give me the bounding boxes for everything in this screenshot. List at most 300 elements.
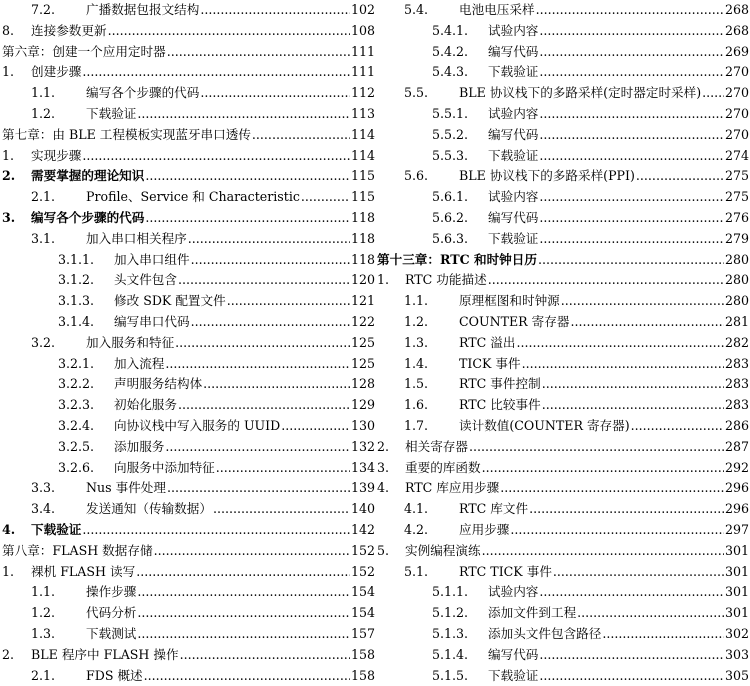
toc-entry-title: RTC 库文件 <box>459 501 529 517</box>
dot-leader <box>281 416 350 437</box>
toc-entry-line <box>459 333 749 354</box>
toc-entry[interactable] <box>0 478 375 499</box>
dot-leader <box>538 250 724 271</box>
toc-entry-page: 134 <box>350 459 375 475</box>
toc-entry[interactable] <box>377 562 749 583</box>
toc-entry[interactable] <box>0 437 375 458</box>
toc-entry[interactable] <box>377 187 749 208</box>
toc-entry-line <box>114 250 375 271</box>
toc-entry-page: 274 <box>724 147 749 163</box>
toc-entry-page: 114 <box>350 126 375 142</box>
toc-entry[interactable] <box>0 291 375 312</box>
toc-entry-title: 广播数据包报文结构 <box>86 2 200 17</box>
toc-entry-line <box>86 83 375 104</box>
toc-entry-page: 303 <box>724 646 749 662</box>
dot-leader <box>482 541 724 562</box>
toc-entry-number: 2. <box>2 168 16 184</box>
toc-entry-page: 125 <box>350 355 375 371</box>
toc-entry-line <box>86 624 375 645</box>
toc-entry-line <box>459 520 749 541</box>
dot-leader <box>145 208 350 229</box>
dot-leader <box>82 62 350 83</box>
toc-entry-title: 第八章：FLASH 数据存储 <box>2 542 153 558</box>
toc-entry[interactable] <box>377 624 749 645</box>
dot-leader <box>191 312 350 333</box>
toc-entry-line <box>86 499 375 520</box>
toc-entry-page: 268 <box>724 22 749 38</box>
toc-entry-line <box>114 270 375 291</box>
toc-entry-title: 下载验证 <box>488 64 539 80</box>
toc-entry-number: 1.1. <box>31 584 56 600</box>
dot-leader <box>145 166 350 187</box>
toc-entry-page: 282 <box>724 334 749 350</box>
toc-entry[interactable] <box>377 104 749 125</box>
toc-entry[interactable] <box>377 208 749 229</box>
toc-entry[interactable] <box>377 499 749 520</box>
toc-entry-number: 5.1.2. <box>432 605 469 621</box>
toc-entry-number: 1.2. <box>404 313 429 329</box>
toc-entry[interactable] <box>0 166 375 187</box>
toc-entry-number: 1. <box>377 272 390 288</box>
toc-entry-title: RTC 溢出 <box>459 334 516 350</box>
toc-entry-page: 275 <box>724 189 749 205</box>
toc-entry-title: 操作步骤 <box>86 584 137 600</box>
toc-entry-number: 5.4.1. <box>432 22 469 38</box>
toc-entry-title: 应用步骤 <box>459 521 510 537</box>
toc-entry-number: 3.3. <box>31 480 56 496</box>
toc-entry-title: 连接参数更新 <box>31 22 107 38</box>
toc-entry[interactable] <box>377 520 749 541</box>
dot-leader <box>227 291 350 312</box>
toc-entry-page: 152 <box>350 563 375 579</box>
toc-entry-page: 130 <box>350 417 375 433</box>
toc-entry-number: 5.1.3. <box>432 625 469 641</box>
toc-entry[interactable] <box>377 333 749 354</box>
toc-entry-number: 5.6.1. <box>432 189 469 205</box>
toc-entry-number: 5.6.2. <box>432 209 469 225</box>
toc-entry-title: 向服务中添加特征 <box>114 459 215 475</box>
toc-entry-number: 2. <box>377 438 390 454</box>
toc-entry-page: 108 <box>350 22 375 38</box>
dot-leader <box>165 437 350 458</box>
toc-entry-page: 292 <box>724 459 749 475</box>
toc-entry-page: 140 <box>350 501 375 517</box>
toc-entry-number: 5.4. <box>404 2 429 17</box>
toc-entry[interactable] <box>0 374 375 395</box>
toc-entry[interactable] <box>0 562 375 583</box>
dot-leader <box>82 146 350 167</box>
toc-entry-page: 287 <box>724 438 749 454</box>
toc-entry[interactable] <box>0 666 375 686</box>
dot-leader <box>539 645 724 666</box>
toc-entry[interactable] <box>0 354 375 375</box>
toc-entry-page: 118 <box>350 230 375 246</box>
toc-entry[interactable] <box>0 395 375 416</box>
toc-entry-line <box>31 520 375 541</box>
toc-entry-line <box>31 562 375 583</box>
dot-leader <box>539 62 724 83</box>
toc-entry-title: Nus 事件处理 <box>86 480 166 496</box>
toc-entry[interactable] <box>0 229 375 250</box>
toc-entry-page: 286 <box>724 417 749 433</box>
toc-entry-title: 试验内容 <box>488 105 539 121</box>
dot-leader <box>108 21 350 42</box>
toc-entry-line <box>86 603 375 624</box>
dot-leader <box>539 208 724 229</box>
toc-entry-line <box>488 104 749 125</box>
toc-entry-title: 下载验证 <box>488 667 539 683</box>
toc-entry-number: 2. <box>2 646 15 662</box>
toc-entry-page: 102 <box>350 2 375 17</box>
toc-chapter-entry[interactable] <box>377 250 749 271</box>
dot-leader <box>539 42 724 63</box>
toc-entry-number: 5.4.2. <box>432 43 469 59</box>
toc-entry-page: 270 <box>724 64 749 80</box>
toc-entry-line <box>488 42 749 63</box>
toc-entry-title: 需要掌握的理论知识 <box>31 168 145 184</box>
toc-entry-title: 加入串口组件 <box>114 251 190 267</box>
toc-entry-title: 原理框图和时钟源 <box>459 293 560 309</box>
dot-leader <box>469 437 724 458</box>
toc-entry-page: 283 <box>724 376 749 392</box>
toc-entry-line <box>86 582 375 603</box>
toc-entry[interactable] <box>377 645 749 666</box>
toc-entry-title: RTC 事件控制 <box>459 376 541 392</box>
toc-entry-page: 154 <box>350 584 375 600</box>
toc-entry-line <box>488 146 749 167</box>
toc-entry-line <box>2 541 375 562</box>
toc-entry-number: 1.2. <box>31 605 56 621</box>
toc-entry-title: 加入串口相关程序 <box>86 230 187 246</box>
toc-entry-number: 5.1.4. <box>432 646 469 662</box>
dot-leader <box>200 0 350 21</box>
toc-entry[interactable] <box>377 229 749 250</box>
toc-entry-number: 5.5. <box>404 85 429 101</box>
toc-chapter-entry[interactable] <box>0 541 375 562</box>
dot-leader <box>522 354 724 375</box>
toc-entry-line <box>114 312 375 333</box>
toc-entry-line <box>86 104 375 125</box>
toc-entry-line <box>31 146 375 167</box>
toc-entry-number: 3.1.4. <box>58 313 95 329</box>
toc-entry-number: 3.1.3. <box>58 293 95 309</box>
toc-entry-page: 128 <box>350 376 375 392</box>
dot-leader <box>144 666 350 686</box>
toc-entry-page: 280 <box>724 251 749 267</box>
dot-leader <box>180 645 350 666</box>
toc-entry-line <box>488 582 749 603</box>
toc-entry-title: 试验内容 <box>488 22 539 38</box>
toc-entry[interactable] <box>0 645 375 666</box>
toc-entry[interactable] <box>377 146 749 167</box>
toc-entry[interactable] <box>0 270 375 291</box>
toc-entry-title: TICK 事件 <box>459 355 521 371</box>
toc-entry-page: 302 <box>724 625 749 641</box>
dot-leader <box>216 458 350 479</box>
toc-entry-number: 3. <box>377 459 390 475</box>
toc-entry-page: 122 <box>350 313 375 329</box>
dot-leader <box>178 395 350 416</box>
toc-entry[interactable] <box>0 83 375 104</box>
toc-entry-page: 296 <box>724 480 749 496</box>
dot-leader <box>631 416 724 437</box>
toc-entry[interactable] <box>377 62 749 83</box>
toc-entry-page: 270 <box>724 126 749 142</box>
toc-entry-page: 154 <box>350 605 375 621</box>
toc-entry-page: 283 <box>724 355 749 371</box>
dot-leader <box>702 83 724 104</box>
toc-entry-number: 5.4.3. <box>432 64 469 80</box>
toc-entry-number: 3.2.5. <box>58 438 95 454</box>
dot-leader <box>539 125 724 146</box>
toc-entry-page: 121 <box>350 293 375 309</box>
toc-entry-page: 270 <box>724 105 749 121</box>
toc-entry-number: 3.2.1. <box>58 355 95 371</box>
toc-entry-title: 下载验证 <box>488 230 539 246</box>
toc-entry[interactable] <box>377 374 749 395</box>
toc-entry[interactable] <box>377 541 749 562</box>
toc-entry-number: 5.1.5. <box>432 667 469 683</box>
toc-entry-title: 初始化服务 <box>114 397 177 413</box>
toc-entry[interactable] <box>0 333 375 354</box>
toc-entry-line <box>114 437 375 458</box>
toc-entry-line <box>488 603 749 624</box>
toc-entry-line <box>86 666 375 686</box>
toc-entry[interactable] <box>0 104 375 125</box>
toc-entry-page: 280 <box>724 272 749 288</box>
toc-entry[interactable] <box>377 270 749 291</box>
toc-entry-page: 301 <box>724 563 749 579</box>
toc-entry[interactable] <box>377 83 749 104</box>
toc-entry-line <box>459 354 749 375</box>
toc-entry[interactable] <box>377 582 749 603</box>
toc-entry[interactable] <box>0 499 375 520</box>
dot-leader <box>167 478 350 499</box>
toc-entry-page: 158 <box>350 646 375 662</box>
toc-entry-page: 269 <box>724 43 749 59</box>
toc-entry-line <box>114 416 375 437</box>
toc-entry-page: 301 <box>724 542 749 558</box>
toc-entry-line <box>488 624 749 645</box>
toc-entry-page: 129 <box>350 397 375 413</box>
toc-entry[interactable] <box>377 416 749 437</box>
toc-entry-line <box>114 354 375 375</box>
toc-entry-line <box>459 83 749 104</box>
dot-leader <box>539 104 724 125</box>
toc-entry-page: 280 <box>724 293 749 309</box>
toc-entry-title: RTC 比较事件 <box>459 397 541 413</box>
dot-leader <box>529 499 724 520</box>
toc-entry-page: 275 <box>724 168 749 184</box>
toc-entry[interactable] <box>0 458 375 479</box>
toc-entry-number: 3. <box>2 209 16 225</box>
toc-entry[interactable] <box>0 0 375 21</box>
toc-entry-title: 编写代码 <box>488 43 539 59</box>
toc-entry[interactable] <box>377 21 749 42</box>
toc-entry-line <box>405 478 749 499</box>
toc-entry[interactable] <box>377 437 749 458</box>
toc-entry-title: 相关寄存器 <box>405 438 468 454</box>
toc-entry-line <box>459 312 749 333</box>
toc-entry-title: 第七章：由 BLE 工程模板实现蓝牙串口透传 <box>2 126 251 142</box>
toc-entry[interactable] <box>377 478 749 499</box>
dot-leader <box>539 187 724 208</box>
toc-entry-number: 1.3. <box>31 625 56 641</box>
toc-entry[interactable] <box>0 312 375 333</box>
toc-entry-page: 112 <box>350 85 375 101</box>
toc-entry[interactable] <box>0 582 375 603</box>
toc-entry-page: 132 <box>350 438 375 454</box>
toc-entry-number: 5.6. <box>404 168 429 184</box>
toc-entry-line <box>405 437 749 458</box>
toc-entry-title: 电池电压采样 <box>459 2 535 17</box>
toc-entry-title: 第十三章：RTC 和时钟日历 <box>377 251 537 267</box>
toc-entry-line <box>114 374 375 395</box>
toc-entry-page: 305 <box>724 667 749 683</box>
toc-entry-line <box>488 62 749 83</box>
toc-entry-number: 3.4. <box>31 501 56 517</box>
dot-leader <box>561 291 724 312</box>
dot-leader <box>482 458 724 479</box>
dot-leader <box>577 603 724 624</box>
toc-entry-title: 编写各个步骤的代码 <box>86 85 200 101</box>
dot-leader <box>536 0 724 21</box>
toc-entry[interactable] <box>0 146 375 167</box>
toc-entry-title: 向协议栈中写入服务的 UUID <box>114 417 281 433</box>
toc-entry-title: BLE 程序中 FLASH 操作 <box>31 646 179 662</box>
toc-entry[interactable] <box>377 125 749 146</box>
dot-leader <box>137 624 350 645</box>
toc-entry-line <box>488 21 749 42</box>
toc-entry-line <box>31 62 375 83</box>
toc-entry-line <box>488 187 749 208</box>
toc-entry[interactable] <box>377 166 749 187</box>
dot-leader <box>154 541 350 562</box>
dot-leader <box>539 666 724 686</box>
toc-entry-page: 118 <box>350 209 375 225</box>
dot-leader <box>570 312 723 333</box>
toc-entry-page: 157 <box>350 625 375 641</box>
toc-entry-line <box>86 229 375 250</box>
toc-entry-number: 1.3. <box>404 334 429 350</box>
toc-entry[interactable] <box>0 21 375 42</box>
toc-entry-title: 修改 SDK 配置文件 <box>114 293 226 309</box>
toc-entry[interactable] <box>0 624 375 645</box>
toc-entry[interactable] <box>377 395 749 416</box>
toc-entry[interactable] <box>0 416 375 437</box>
dot-leader <box>136 562 350 583</box>
toc-entry-title: 编写代码 <box>488 126 539 142</box>
toc-entry-line <box>488 229 749 250</box>
toc-entry-line <box>459 374 749 395</box>
toc-entry-page: 139 <box>350 480 375 496</box>
toc-entry[interactable] <box>377 42 749 63</box>
toc-entry-number: 1.6. <box>404 397 429 413</box>
toc-entry[interactable] <box>0 603 375 624</box>
toc-entry-number: 3.1. <box>31 230 56 246</box>
toc-entry-title: 下载验证 <box>488 147 539 163</box>
dot-leader <box>542 374 724 395</box>
dot-leader <box>213 499 350 520</box>
toc-entry[interactable] <box>0 187 375 208</box>
dot-leader <box>167 42 350 63</box>
dot-leader <box>539 229 724 250</box>
toc-entry[interactable] <box>377 0 749 21</box>
toc-entry-number: 3.1.1. <box>58 251 95 267</box>
toc-entry-page: 297 <box>724 521 749 537</box>
toc-entry-title: 添加头文件包含路径 <box>488 625 602 641</box>
toc-entry-number: 1.5. <box>404 376 429 392</box>
toc-entry-number: 5.6.3. <box>432 230 469 246</box>
toc-entry-line <box>2 125 375 146</box>
toc-entry-page: 279 <box>724 230 749 246</box>
toc-entry-line <box>459 291 749 312</box>
toc-entry[interactable] <box>0 520 375 541</box>
toc-entry-page: 113 <box>350 105 375 121</box>
toc-entry-page: 111 <box>350 64 375 80</box>
toc-entry[interactable] <box>0 62 375 83</box>
toc-chapter-entry[interactable] <box>0 125 375 146</box>
toc-entry[interactable] <box>377 458 749 479</box>
toc-entry-line <box>86 478 375 499</box>
toc-entry-line <box>459 562 749 583</box>
toc-entry-page: 152 <box>350 542 375 558</box>
toc-entry-line <box>488 125 749 146</box>
toc-entry-number: 1.7. <box>404 417 429 433</box>
toc-entry-title: 添加服务 <box>114 438 165 454</box>
toc-entry-number: 5.1.1. <box>432 584 469 600</box>
toc-entry-page: 111 <box>350 43 375 59</box>
toc-entry-title: FDS 概述 <box>86 667 143 683</box>
toc-entry-number: 3.2.6. <box>58 459 95 475</box>
toc-entry[interactable] <box>377 312 749 333</box>
toc-entry-line <box>114 458 375 479</box>
toc-entry[interactable] <box>377 291 749 312</box>
toc-entry[interactable] <box>377 603 749 624</box>
toc-entry-title: 添加文件到工程 <box>488 605 577 621</box>
toc-entry-page: 142 <box>350 521 375 537</box>
toc-entry[interactable] <box>0 208 375 229</box>
toc-entry-title: 加入流程 <box>114 355 165 371</box>
toc-entry-line <box>114 291 375 312</box>
toc-entry[interactable] <box>377 666 749 686</box>
toc-entry-line <box>31 166 375 187</box>
toc-entry-page: 114 <box>350 147 375 163</box>
dot-leader <box>602 624 724 645</box>
toc-entry-title: 下载验证 <box>86 105 137 121</box>
toc-entry[interactable] <box>0 250 375 271</box>
dot-leader <box>488 270 724 291</box>
toc-entry-line <box>86 187 375 208</box>
dot-leader <box>252 125 350 146</box>
toc-entry-line <box>488 666 749 686</box>
toc-entry-line <box>86 333 375 354</box>
toc-entry-page: 268 <box>724 2 749 17</box>
toc-entry-number: 3.2.3. <box>58 397 95 413</box>
toc-entry[interactable] <box>377 354 749 375</box>
toc-entry-number: 7.2. <box>31 2 56 17</box>
toc-entry-line <box>459 499 749 520</box>
toc-entry-title: 头文件包含 <box>114 272 177 288</box>
toc-entry-page: 301 <box>724 605 749 621</box>
toc-entry-number: 4.1. <box>404 501 429 517</box>
toc-chapter-entry[interactable] <box>0 42 375 63</box>
toc-entry-title: Profile、Service 和 Characteristic <box>86 189 300 205</box>
dot-leader <box>200 83 350 104</box>
toc-entry-number: 2.1. <box>31 667 56 683</box>
toc-entry-number: 5.5.1. <box>432 105 469 121</box>
toc-entry-number: 4.2. <box>404 521 429 537</box>
